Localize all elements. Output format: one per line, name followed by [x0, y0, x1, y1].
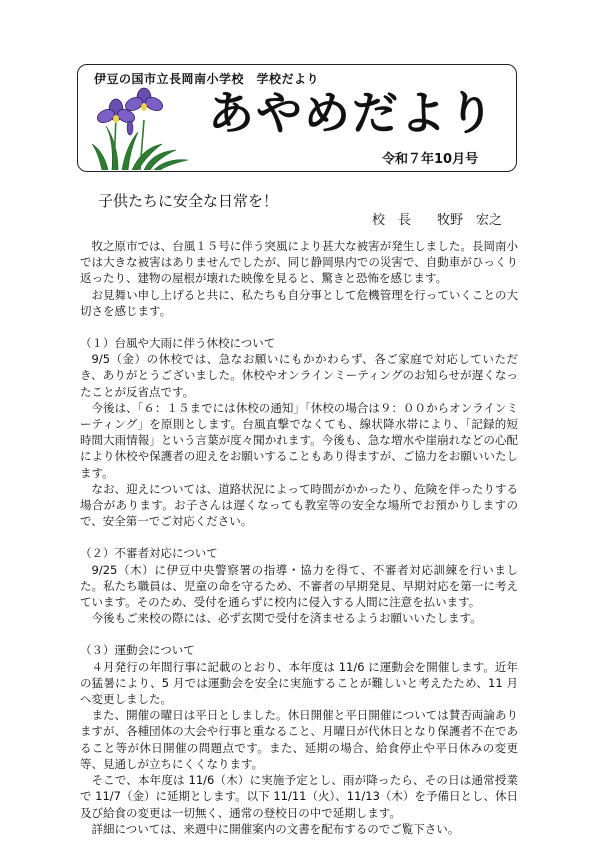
section-paragraph: なお、迎えについては、道路状況によって時間がかかったり、危険を伴ったりする場合があります。お子さんは遅くなっても教室等の安全な場所でお預かりしますので、安全第一でご対応ください。: [80, 481, 518, 529]
section-paragraph: ４月発行の年間行事に記載のとおり、本年度は 11/6 に運動会を開催します。近年の猛暑により、5 月では運動会を安全に実施することが難しいと考えたため、11 月へ変更しました。: [80, 659, 518, 707]
newsletter-title: あやめだより: [208, 86, 496, 140]
section-heading: （３）運動会について: [80, 643, 195, 658]
article-headline: 子供たちに安全な日常を！: [98, 192, 279, 210]
article-author: 校 長 牧野 宏之: [372, 213, 503, 228]
issue-date: 令和７年10月号: [382, 152, 479, 167]
section-paragraph: 9/5（金）の休校では、急なお願いにもかかわらず、各ご家庭で対応していただき、ありがとうございました。休校やオンラインミーティングのお知らせが遅くなったことが反省点です。: [80, 352, 518, 399]
iris-flower-icon: [92, 86, 192, 170]
section-paragraph: 詳細については、来週中に開催案内の文書を配布するのでご覧下さい。: [91, 821, 460, 836]
intro-paragraph: お見舞い申し上げると共に、私たちも自分事として危機管理を行っていくことの大切さを感じます。: [80, 287, 518, 318]
section-paragraph: 9/25（木）に伊豆中央警察署の指導・協力を得て、不審者対応訓練を行いました。私たち職員は、児童の命を守るため、不審者の早期発見、早期対応を第一に考えています。そのため、受付を通らずに校内に侵入する人間に注意を払います。: [80, 562, 518, 610]
intro-paragraph: 牧之原市では、台風１５号に伴う突風により甚大な被害が発生しました。長岡南小では大きな被害はありませんでしたが、同じ静岡県内での災害で、自動車がひっくり返ったり、建物の屋根が壊れた映像を見ると、驚きと恐怖を感じます。: [80, 239, 518, 286]
school-name: 伊豆の国市立長岡南小学校 学校だより: [94, 72, 320, 86]
article-body: [80, 238, 518, 837]
section-paragraph: 今後は、「６：１５までには休校の通知」「休校の場合は９：００からオンラインミーティング」を原則とします。台風直撃でなくても、線状降水帯により、「記録的短時間大雨情報」という言葉が度々聞かれます。今後も、急な増水や崖崩れなどの心配により休校や保護者の迎えをお願いすることもあり得ますが、ご協力をお願いいたします。: [80, 400, 518, 480]
section-paragraph: 今後もご来校の際には、必ず玄関で受付を済ませるようお願いいたします。: [91, 611, 482, 626]
section-paragraph: そこで、本年度は 11/6（木）に実施予定とし、雨が降ったら、その日は通常授業で 11/7（金）に延期とします。以下 11/11（火）、11/13（木）を予備日とし、休日及び給食の変更は一切無く、通常の登校日の中で延期します。: [80, 773, 518, 820]
section-heading: （１）台風や大雨に伴う休校について: [80, 336, 276, 351]
section-paragraph: また、開催の曜日は平日としました。休日開催と平日開催については賛否両論ありますが、各種団体の大会や行事と重なること、月曜日が代休日となり保護者不在であること等が休日開催の問題点です。また、延期の場合、給食停止や平日休みの変更等、見通しが立ちにくくなります。: [80, 708, 518, 771]
section-heading: （２）不審者対応について: [80, 546, 218, 561]
